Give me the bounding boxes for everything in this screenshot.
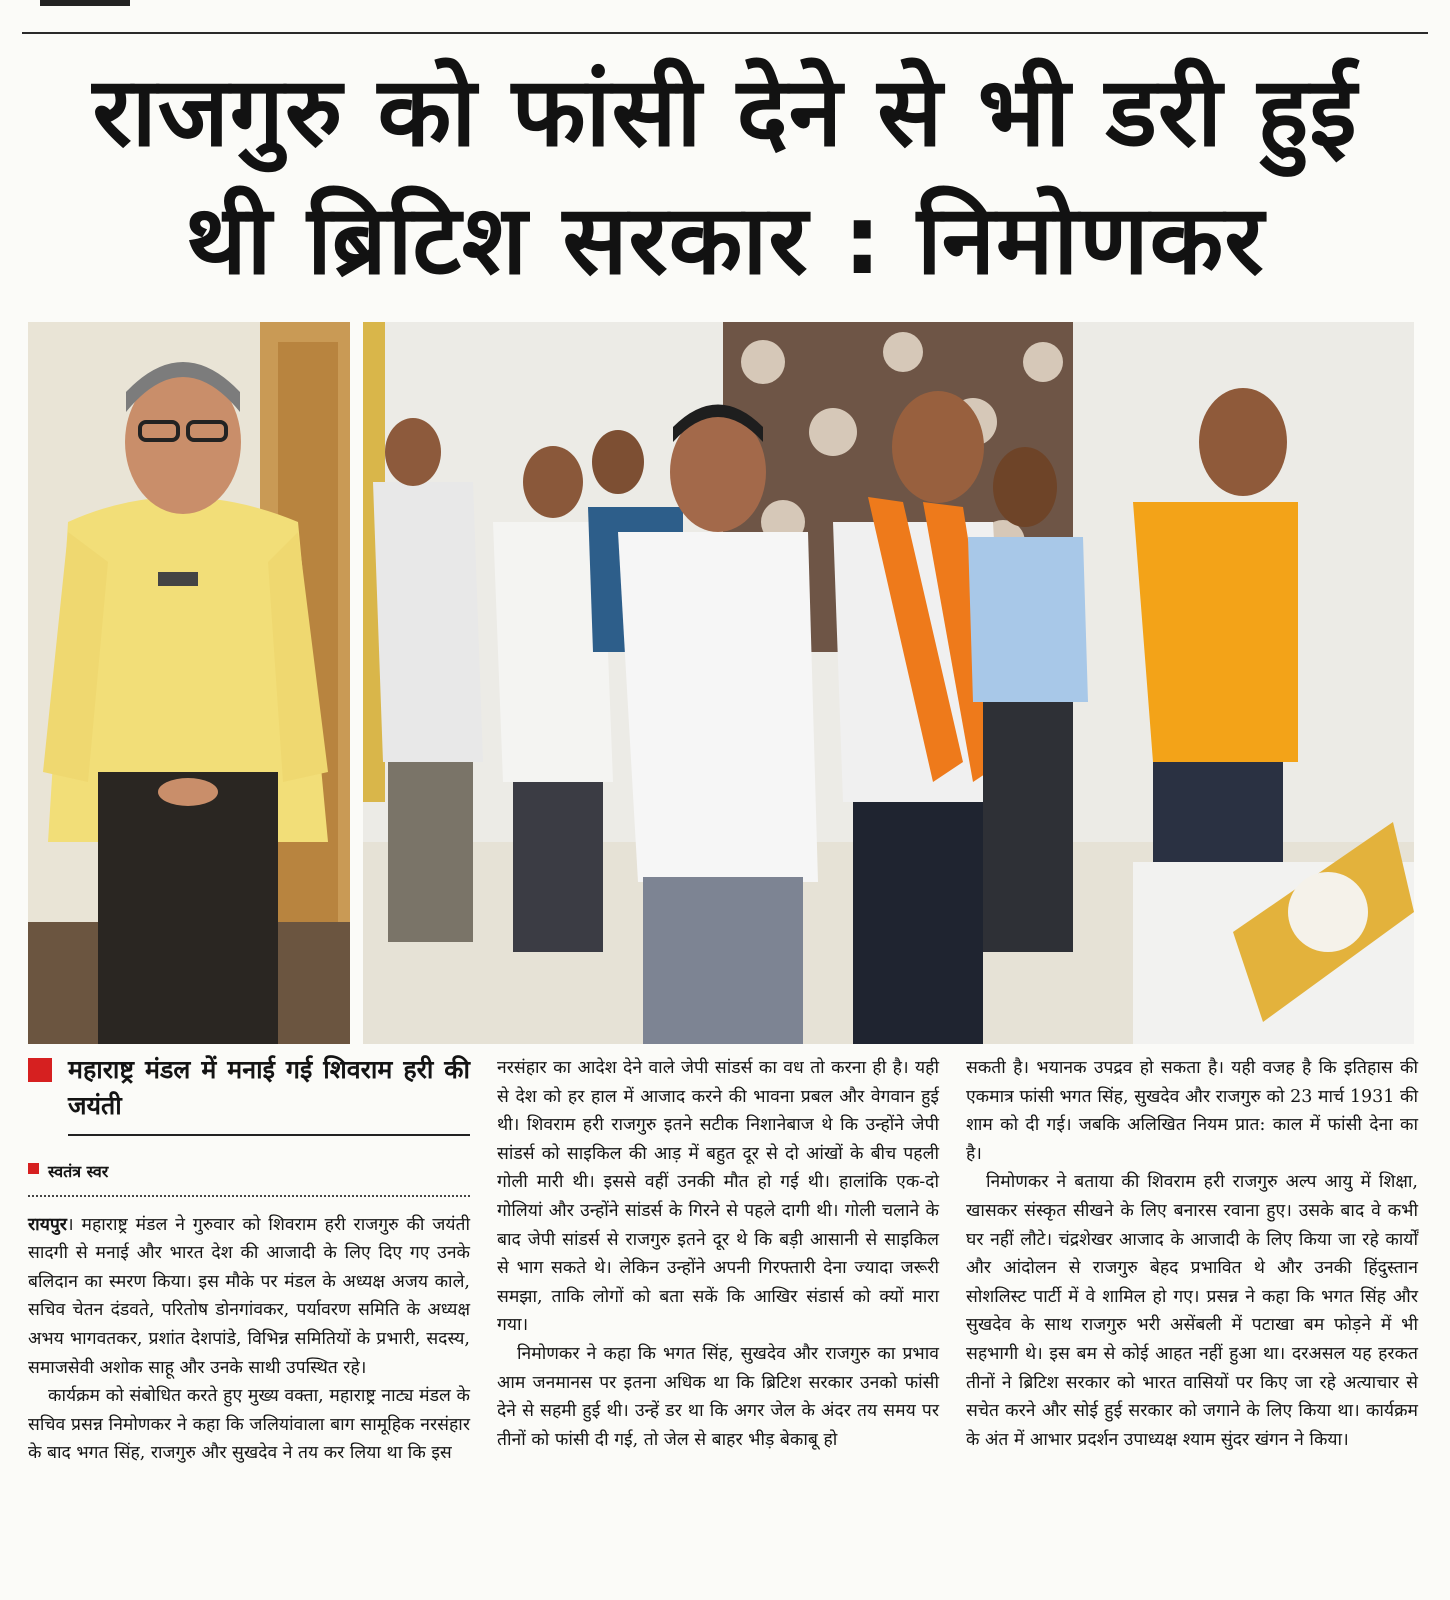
photo-tribute-group bbox=[363, 322, 1414, 1044]
subheadline bbox=[28, 1052, 470, 1124]
subheadline-marker-icon bbox=[28, 1058, 52, 1082]
article-paragraph-6: निमोणकर ने बताया की शिवराम हरी राजगुरु अल्प आयु में शिक्षा, खासकर संस्कृत सीखने के लिए बनारस रवाना हुए। उसके बाद वे कभी घर नहीं लौटे। चंद्रशेखर आजाद के आजादी के लिए किया जा रहे कार्यों और आंदोलन से राजगुरु बेहद प्रभावित थे और उनकी हिंदुस्तान सोशलिस्ट पार्टी में वे शामिल हो गए। प्रसन्न ने कहा कि भगत सिंह और सुखदेव के साथ राजगुरु भरी असेंबली में पटाखा बम फोड़ने में भी सहभागी थे। इस बम से कोई आहत नहीं हुआ था। दरअसल यह हरकत तीनों ने ब्रिटिश सरकार को भारत वासियों पर किए जा रहे अत्याचार से सचेत करने और सोई हुई सरकार को जगाने के लिए किया था। कार्यक्रम के अंत में आभार प्रदर्शन उपाध्यक्ष श्याम सुंदर खंगन ने किया। bbox=[966, 1172, 1418, 1450]
article-paragraph-1-text: । महाराष्ट्र मंडल ने गुरुवार को शिवराम हरी राजगुरु की जयंती सादगी से मनाई और भारत देश की आजादी के लिए दिए गए उनके बलिदान का स्मरण किया। इस मौके पर मंडल के अध्यक्ष अजय काले, सचिव चेतन दंडवते, परितोष डोनगांवकर, पर्यावरण समिति के अध्यक्ष अभय भागवतकर, प्रशांत देशपांडे, विभिन्न समितियों के प्रभारी, सदस्य, समाजसेवी अशोक साहू और उनके साथी उपस्थित रहे। bbox=[28, 1214, 470, 1378]
byline-text: स्वतंत्र स्वर bbox=[48, 1162, 109, 1181]
headline-line-2: थी ब्रिटिश सरकार : निमोणकर bbox=[185, 184, 1265, 296]
byline bbox=[28, 1158, 470, 1187]
article-paragraph-4: निमोणकर ने कहा कि भगत सिंह, सुखदेव और राजगुरु का प्रभाव आम जनमानस पर इतना अधिक था कि ब्रिटिश सरकार उनको फांसी देने से सहमी हुई थी। उन्हें डर था कि अगर जेल के अंदर तय समय पर तीनों को फांसी दी गई, तो जेल से बाहर भीड़ बेकाबू हो bbox=[497, 1343, 939, 1450]
article-column-2 bbox=[497, 1054, 939, 1454]
article-column-1 bbox=[28, 1052, 470, 1468]
article-paragraph-3: नरसंहार का आदेश देने वाले जेपी सांडर्स का वध तो करना ही है। यही से देश को हर हाल में आजाद करने की भावना प्रबल और वेगवान हुई थी। शिवराम हरी राजगुरु इतने सटीक निशानेबाज थे कि उन्होंने जेपी सांडर्स को साइकिल की आड़ में बहुत दूर से दो आंखों के बीच पहली गोली मारी थी। इससे वहीं उनकी मौत हो गई थी। हालांकि एक-दो गोलियां और उन्होंने सांडर्स के गिरने से पहले दागी थी। गोली चलाने के बाद जेपी सांडर्स से राजगुरु इतने दूर थे कि बड़ी आसानी से साइकिल से भाग सकते थे। लेकिन उन्होंने अपनी गिरफ्तारी देना ज्यादा जरूरी समझा, ताकि लोगों को बता सकें कि आखिर संडार्स को क्यों मारा गया। bbox=[497, 1058, 939, 1336]
page-corner-mark bbox=[40, 0, 130, 6]
subheadline-rule bbox=[68, 1134, 470, 1136]
article-paragraph-5: सकती है। भयानक उपद्रव हो सकता है। यही वजह है कि इतिहास की एकमात्र फांसी भगत सिंह, सुखदेव और राजगुरु को 23 मार्च 1931 की शाम को दी गई। जबकि अलिखित नियम प्रात: काल में फांसी देना का है। bbox=[966, 1058, 1418, 1164]
byline-divider bbox=[28, 1195, 470, 1197]
top-rule bbox=[22, 32, 1428, 34]
article-column-3 bbox=[966, 1054, 1418, 1454]
article-paragraph-2: कार्यक्रम को संबोधित करते हुए मुख्य वक्ता, महाराष्ट्र नाट्य मंडल के सचिव प्रसन्न निमोणकर ने कहा कि जलियांवाला बाग सामूहिक नरसंहार के बाद भगत सिंह, राजगुरु और सुखदेव ने तय कर लिया था कि इस bbox=[28, 1386, 470, 1464]
headline bbox=[20, 48, 1430, 304]
headline-line-1: राजगुरु को फांसी देने से भी डरी हुई bbox=[92, 56, 1358, 168]
byline-marker-icon bbox=[28, 1163, 39, 1174]
subheadline-text: महाराष्ट्र मंडल में मनाई गई शिवराम हरी की जयंती bbox=[68, 1055, 470, 1120]
article-paragraph-1 bbox=[28, 1211, 470, 1383]
dateline-place: रायपुर bbox=[28, 1214, 67, 1235]
photo-speaker bbox=[28, 322, 350, 1044]
